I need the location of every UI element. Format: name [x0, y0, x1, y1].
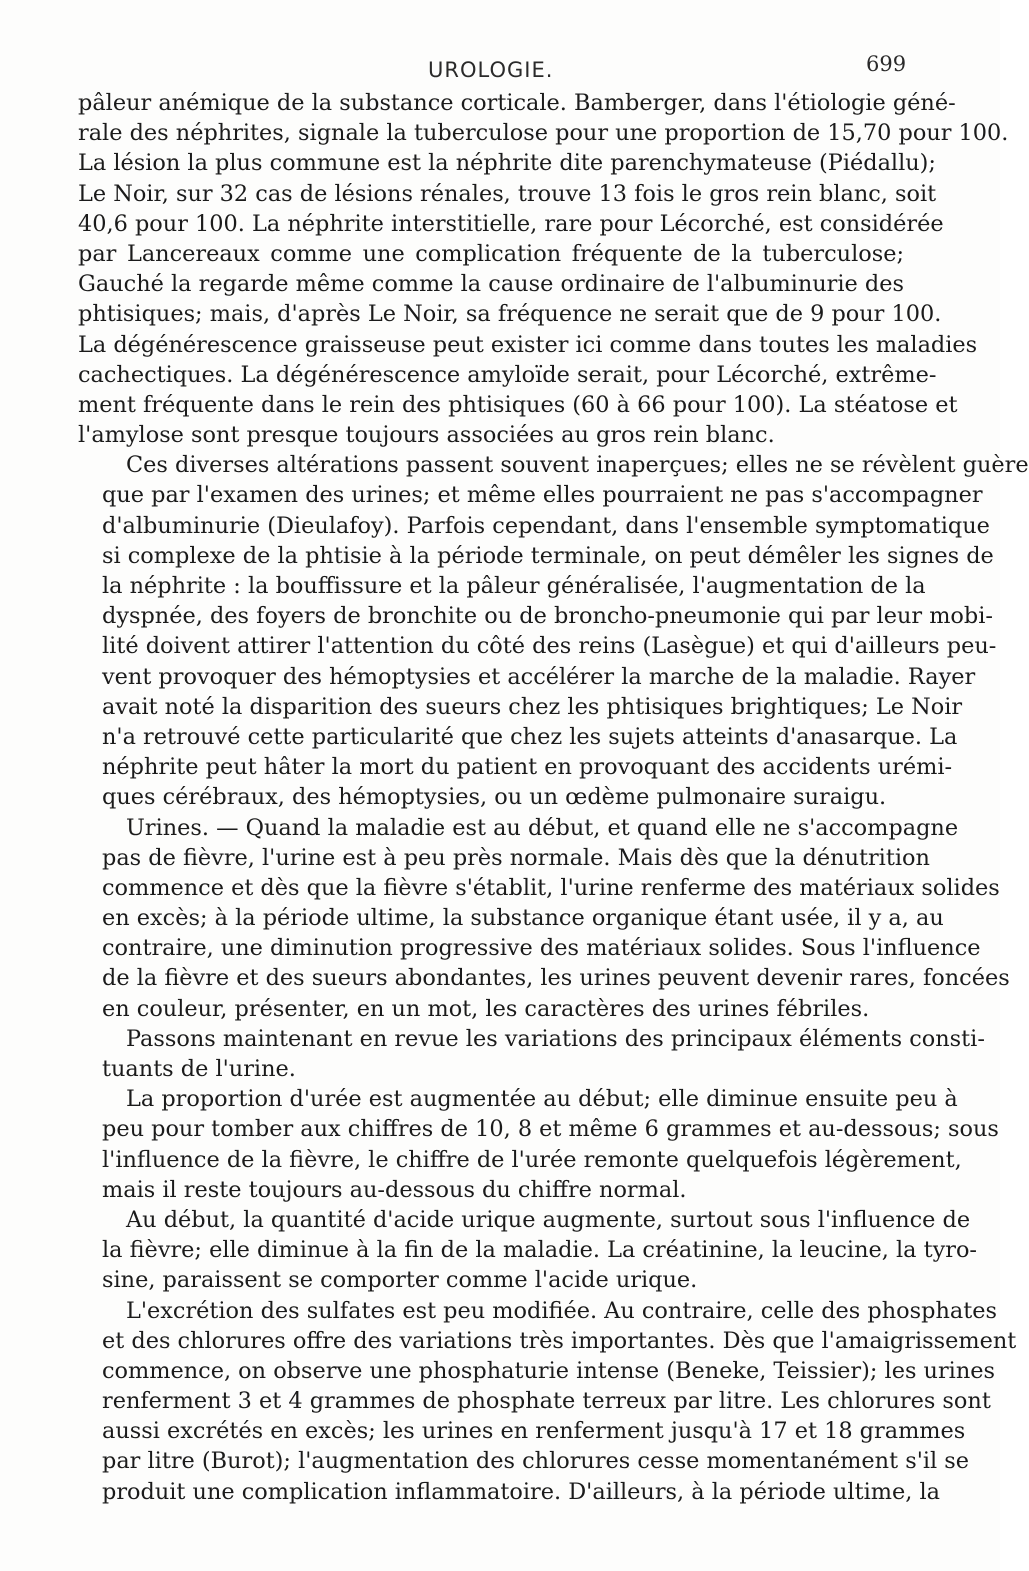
text-line: mais il reste toujours au-dessous du chiffre normal. [102, 1176, 687, 1203]
text-line: et des chlorures offre des variations très importantes. Dès que l'amaigrissement [102, 1327, 1017, 1354]
text-line: produit une complication inflammatoire. D'ailleurs, à la période ultime, la [102, 1478, 940, 1505]
text-line: ment fréquente dans le rein des phtisiques (60 à 66 pour 100). La stéatose et [78, 391, 958, 418]
text-line: La lésion la plus commune est la néphrite dite parenchymateuse (Piédallu); [78, 150, 936, 177]
paragraph [78, 813, 1010, 1024]
text-line: phtisiques; mais, d'après Le Noir, sa fréquence ne serait que de 9 pour 100. [78, 301, 942, 328]
text-line: contraire, une diminution progressive des matériaux solides. Sous l'influence [102, 935, 981, 962]
text-line: par Lancereaux comme une complication fréquente de la tuberculose; [78, 240, 904, 267]
text-line: pâleur anémique de la substance corticale. Bamberger, dans l'étiologie géné- [78, 90, 956, 116]
text-line: avait noté la disparition des sueurs chez les phtisiques brightiques; Le Noir [102, 693, 963, 720]
text-line: Au début, la quantité d'acide urique augmente, surtout sous l'influence de [126, 1206, 971, 1233]
text-line: par litre (Burot); l'augmentation des chlorures cesse momentanément s'il se [102, 1448, 970, 1475]
text-line: l'amylose sont presque toujours associées au gros rein blanc. [78, 422, 775, 449]
running-title: UROLOGIE. [428, 58, 554, 82]
text-line: si complexe de la phtisie à la période terminale, on peut démêler les signes de [102, 542, 994, 569]
text-line: commence, on observe une phosphaturie intense (Beneke, Teissier); les urines [102, 1357, 996, 1384]
text-line: dyspnée, des foyers de bronchite ou de broncho-pneumonie qui par leur mobi- [102, 603, 993, 630]
text-line: l'influence de la fièvre, le chiffre de l'urée remonte quelquefois légèrement, [102, 1146, 962, 1173]
text-line: Urines. — Quand la maladie est au début, et quand elle ne s'accompagne [126, 814, 959, 841]
text-line: néphrite peut hâter la mort du patient en provoquant des accidents urémi- [102, 754, 953, 781]
text-line: de la fièvre et des sueurs abondantes, les urines peuvent devenir rares, foncées [102, 965, 1010, 992]
paragraph [78, 1205, 977, 1296]
paragraph [78, 1296, 1017, 1507]
text-line: Passons maintenant en revue les variations des principaux éléments consti- [126, 1025, 985, 1052]
text-line: sine, paraissent se comporter comme l'acide urique. [102, 1267, 698, 1294]
text-line: en excès; à la période ultime, la substance organique étant usée, il y a, au [102, 905, 944, 932]
paragraph [78, 450, 1029, 812]
text-line: vent provoquer des hémoptysies et accélérer la marche de la maladie. Rayer [102, 663, 976, 690]
text-line: 40,6 pour 100. La néphrite interstitielle, rare pour Lécorché, est considérée [78, 210, 944, 237]
text-line: tuants de l'urine. [102, 1056, 296, 1082]
text-line: en couleur, présenter, en un mot, les caractères des urines fébriles. [102, 995, 870, 1022]
paragraph [78, 88, 1009, 450]
paragraph [78, 1084, 999, 1205]
page-number: 699 [866, 52, 907, 76]
paragraph [78, 1024, 985, 1084]
text-line: d'albuminurie (Dieulafoy). Parfois cependant, dans l'ensemble symptomatique [102, 512, 990, 539]
text-line: cachectiques. La dégénérescence amyloïde serait, pour Lécorché, extrême- [78, 361, 937, 388]
text-line: que par l'examen des urines; et même elles pourraient ne pas s'accompagner [102, 482, 983, 509]
text-line: peu pour tomber aux chiffres de 10, 8 et même 6 grammes et au-dessous; sous [102, 1116, 999, 1143]
text-line: Gauché la regarde même comme la cause ordinaire de l'albuminurie des [78, 271, 904, 298]
text-line: ques cérébraux, des hémoptysies, ou un œdème pulmonaire suraigu. [102, 784, 887, 811]
body-text [78, 88, 1029, 1507]
text-line: lité doivent attirer l'attention du côté des reins (Lasègue) et qui d'ailleurs peu- [102, 633, 997, 660]
text-line: aussi excrétés en excès; les urines en renferment jusqu'à 17 et 18 grammes [102, 1418, 966, 1445]
text-line: rale des néphrites, signale la tuberculose pour une proportion de 15,70 pour 100. [78, 120, 1009, 147]
text-line: Ces diverses altérations passent souvent inaperçues; elles ne se révèlent guère [126, 452, 1029, 479]
text-line: La dégénérescence graisseuse peut exister ici comme dans toutes les maladies [78, 331, 978, 358]
text-line: renferment 3 et 4 grammes de phosphate terreux par litre. Les chlorures sont [102, 1388, 991, 1415]
text-line: n'a retrouvé cette particularité que chez les sujets atteints d'anasarque. La [102, 723, 958, 750]
text-line: pas de fièvre, l'urine est à peu près normale. Mais dès que la dénutrition [102, 844, 930, 871]
running-header [0, 52, 1000, 88]
text-line: Le Noir, sur 32 cas de lésions rénales, trouve 13 fois le gros rein blanc, soit [78, 180, 937, 207]
text-line: L'excrétion des sulfates est peu modifiée. Au contraire, celle des phosphates [126, 1297, 997, 1324]
text-line: commence et dès que la fièvre s'établit, l'urine renferme des matériaux solides [102, 874, 1000, 901]
text-line: La proportion d'urée est augmentée au début; elle diminue ensuite peu à [126, 1086, 958, 1113]
text-line: la fièvre; elle diminue à la fin de la maladie. La créatinine, la leucine, la tyro- [102, 1237, 977, 1264]
text-line: la néphrite : la bouffissure et la pâleur généralisée, l'augmentation de la [102, 573, 926, 599]
